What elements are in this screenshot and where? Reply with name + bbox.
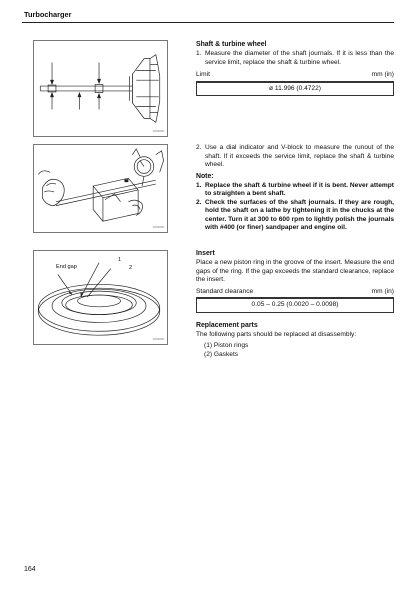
- header-rule: [22, 22, 394, 23]
- figure-shaft-turbine: [33, 40, 168, 137]
- clearance-label: Standard clearance: [196, 287, 254, 295]
- note-text: Check the surfaces of the shaft journals. If they are rough, hold the shaft on a lathe by tightening it in the chucks at the center. Turn it at 300 to 600 rpm to lightly polish the journals with #400 (or finer) sandpaper and engine oil.: [205, 198, 394, 232]
- shaft-turbine-drawing: [34, 41, 167, 136]
- limit-label: Limit: [196, 71, 210, 79]
- page-number: 164: [24, 566, 36, 573]
- shaft-title: Shaft & turbine wheel: [196, 41, 267, 48]
- list-item: (2) Gaskets: [204, 350, 239, 358]
- insert-section: [196, 250, 394, 359]
- note-2: [196, 199, 394, 233]
- end-gap-label: End gap: [56, 264, 77, 270]
- step-number: 1.: [196, 49, 202, 57]
- shaft-step-1: [196, 50, 394, 67]
- clearance-spec-header: [196, 288, 394, 299]
- step-text: Use a dial indicator and V-block to measure the runout of the shaft. If it exceeds the service limit, replace the shaft & turbine wheel.: [205, 144, 394, 169]
- figure-code: 00S0000: [152, 337, 164, 342]
- insert-text: Place a new piston ring in the groove of the insert. Measure the end gaps of the ring. If the gap exceeds the standard clearance, replace the insert.: [196, 258, 394, 284]
- replacement-text: The following parts should be replaced at disassembly:: [196, 330, 357, 338]
- section-header: Turbocharger: [24, 10, 72, 19]
- insert-title: Insert: [196, 250, 215, 257]
- figure-insert-ring: [33, 250, 168, 345]
- step-number: 2.: [196, 144, 202, 151]
- shaft-section: [196, 41, 394, 96]
- list-item: (1) Piston rings: [204, 342, 249, 350]
- note-1: [196, 182, 394, 199]
- note-number: 1.: [196, 181, 202, 189]
- unit-label: mm (in): [371, 71, 394, 79]
- figure-dial-indicator: [33, 144, 168, 233]
- clearance-value-box: 0.05 – 0.25 (0.0020 – 0.0098): [196, 298, 394, 313]
- figure-code: 00S0000: [152, 129, 164, 134]
- runout-section: [196, 144, 394, 233]
- callout-1: 1: [118, 257, 122, 263]
- note-number: 2.: [196, 198, 202, 206]
- replacement-title: Replacement parts: [196, 321, 258, 329]
- callout-2: 2: [129, 265, 133, 271]
- limit-spec-header: [196, 71, 394, 82]
- unit-label: mm (in): [371, 287, 394, 295]
- limit-value-box: ø 11.996 (0.4722): [196, 82, 394, 97]
- insert-ring-drawing: [34, 251, 167, 344]
- replacement-list: [204, 342, 394, 359]
- note-text: Replace the shaft & turbine wheel if it is bent. Never attempt to straighten a bent shaft.: [205, 181, 394, 198]
- shaft-step-2: [196, 144, 394, 170]
- figure-code: 00S0000: [152, 225, 164, 230]
- note-title: Note:: [196, 172, 214, 180]
- dial-indicator-drawing: [34, 145, 167, 232]
- step-text: Measure the diameter of the shaft journals. If it is less than the service limit, replace the shaft & turbine wheel.: [205, 49, 394, 66]
